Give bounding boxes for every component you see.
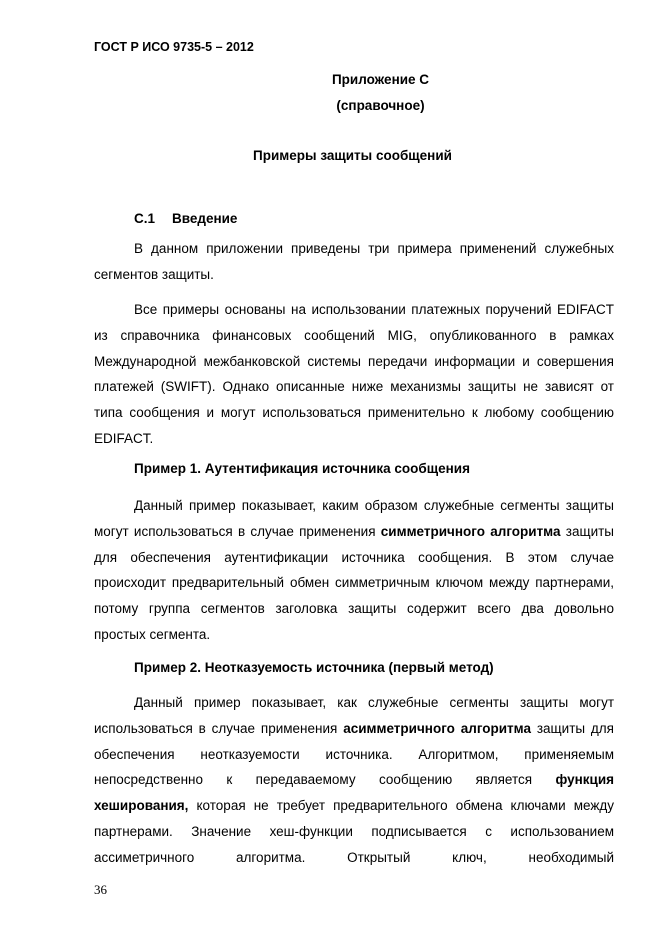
example2-block [94, 690, 614, 871]
subsection-number: С.1 [134, 211, 156, 226]
paragraph-intro: В данном приложении приведены три примера применений служебных сегментов защиты. [94, 241, 614, 282]
example1-heading-block [94, 456, 614, 482]
example1-heading: Пример 1. Аутентификация источника сообщения [134, 461, 470, 476]
section-title: Примеры защиты сообщений [253, 148, 452, 163]
example1-text-1: Данный пример показывает, каким образом служебные сегменты защиты могут использоваться в случае применения [94, 498, 614, 539]
example2-bold-term-1: асимметричного алгоритма [343, 720, 531, 736]
example2-bold-term-2: функция хеширования, [94, 772, 614, 814]
page-number: 36 [94, 882, 107, 897]
example2-text-2: защиты для обеспечения неотказуемости источника. Алгоритмом, применяемым непосредственно к передаваемому сообщению является [94, 720, 614, 788]
example2-text-3: которая не требует предварительного обмена ключами между партнерами. Значение хеш-функции подписывается с использованием ассиметричного алгоритма. Открытый ключ, необходимый [94, 798, 614, 865]
example2-heading: Пример 2. Неотказуемость источника (первый метод) [134, 660, 494, 675]
paragraph-all-examples: Все примеры основаны на использовании платежных поручений EDIFACT из справочника финансовых сообщений MIG, опубликованного в рамках Международной межбанковской системы передачи информации и совершения платежей (SWIFT). Однако описанные ниже механизмы защиты не зависят от типа сообщения и могут использоваться применительно к любому сообщению EDIFACT. [94, 302, 614, 446]
subsection-c1-heading [94, 206, 614, 232]
standard-header: ГОСТ Р ИСО 9735-5 – 2012 [94, 40, 254, 54]
paragraph-intro-block [94, 236, 614, 288]
example1-block [94, 493, 614, 648]
example2-heading-block [94, 655, 614, 681]
appendix-title: Приложение С [331, 72, 430, 87]
paragraph-example1 [94, 493, 614, 648]
example1-bold-term: симметричного алгоритма [380, 523, 561, 539]
example2-text-1: Данный пример показывает, как служебные сегменты защиты могут использоваться в случае применения [94, 695, 614, 736]
paragraph-all-block [94, 297, 614, 452]
appendix-subtitle: (справочное) [336, 98, 425, 113]
example1-text-2: защиты для обеспечения аутентификации источника сообщения. В этом случае происходит предварительный обмен симметричным ключом между партнерами, потому группа сегментов заголовка защиты содержит всего два довольно простых сегмента. [94, 523, 614, 642]
paragraph-example2 [94, 690, 614, 871]
subsection-title: Введение [172, 211, 238, 226]
